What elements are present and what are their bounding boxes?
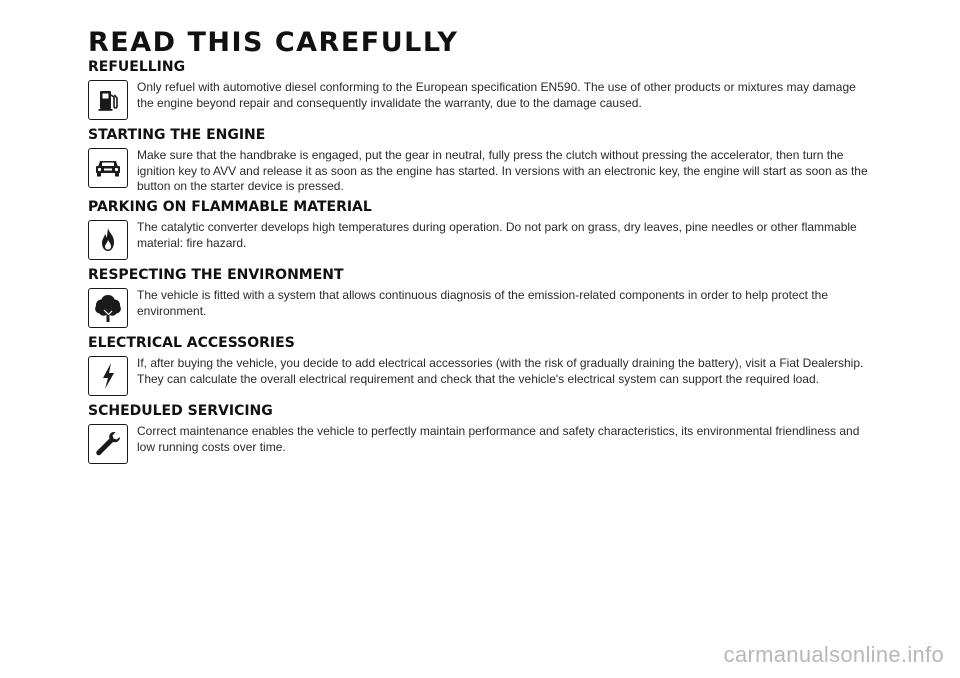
lightning-bolt-icon — [88, 356, 128, 396]
section-environment — [88, 266, 868, 319]
section-text-parking-flammable: The catalytic converter develops high temperatures during operation. Do not park on grass, dry leaves, pine needles or other flammable material: fire hazard. — [137, 220, 857, 250]
section-heading-scheduled-servicing: SCHEDULED SERVICING — [88, 403, 273, 419]
wrench-icon — [88, 424, 128, 464]
section-text-scheduled-servicing: Correct maintenance enables the vehicle to perfectly maintain performance and safety characteristics, its environmental friendliness and low running costs over time. — [137, 424, 860, 454]
section-starting-engine — [88, 126, 868, 195]
flame-icon — [88, 220, 128, 260]
section-text-environment: The vehicle is fitted with a system that allows continuous diagnosis of the emission-related components in order to help protect the environment. — [137, 288, 829, 318]
section-heading-environment: RESPECTING THE ENVIRONMENT — [88, 267, 344, 283]
tree-icon — [88, 288, 128, 328]
section-text-electrical-accessories: If, after buying the vehicle, you decide to add electrical accessories (with the risk of gradually draining the battery), visit a Fiat Dealership. They can calculate the overall electrical requirement and check that the vehicle's electrical system can support the required load. — [137, 356, 864, 386]
car-icon — [88, 148, 128, 188]
section-heading-electrical-accessories: ELECTRICAL ACCESSORIES — [88, 335, 295, 351]
section-scheduled-servicing — [88, 402, 868, 455]
section-heading-refuelling: REFUELLING — [88, 59, 186, 75]
section-text-starting-engine: Make sure that the handbrake is engaged, put the gear in neutral, fully press the clutch without pressing the accelerator, then turn the ignition key to AVV and release it as soon as the engine has started. In versions with an electronic key, the engine will start as soon as the button on the starter device is pressed. — [137, 148, 868, 193]
page-title: READ THIS CAREFULLY — [88, 27, 459, 58]
section-refuelling — [88, 58, 868, 111]
fuel-pump-icon — [88, 80, 128, 120]
section-heading-starting-engine: STARTING THE ENGINE — [88, 127, 266, 143]
watermark[interactable]: carmanualsonline.info — [723, 642, 944, 667]
section-text-refuelling: Only refuel with automotive diesel conforming to the European specification EN590. The use of other products or mixtures may damage the engine beyond repair and consequently invalidate the warranty, due to the damage caused. — [137, 80, 856, 110]
section-parking-flammable — [88, 198, 868, 251]
section-electrical-accessories — [88, 334, 868, 387]
section-heading-parking-flammable: PARKING ON FLAMMABLE MATERIAL — [88, 199, 372, 215]
